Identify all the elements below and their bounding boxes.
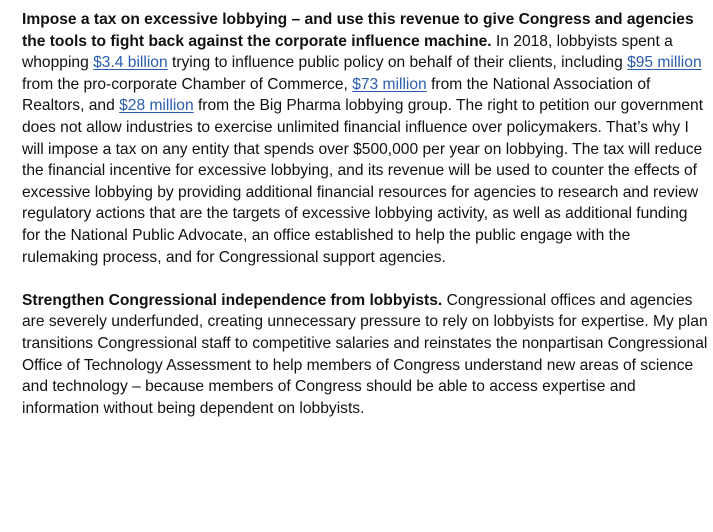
paragraph-text: from the Big Pharma lobbying group. The right to petition our government does not allow industries to exercise unlimited financial influence over policymakers. That’s why I will impose a tax on any entity that spends over $500,000 per year on lobbying. The tax will reduce the financial incentive for excessive lobbying, and its revenue will be used to counter the effects of excessive lobbying by providing additional financial resources for agencies to research and review regulatory actions that are the targets of excessive lobbying activity, as well as additional funding for the National Public Advocate, an office established to help the public engage with the rulemaking process, and for Congressional support agencies. bbox=[22, 97, 704, 266]
paragraph-text: trying to influence public policy on behalf of their clients, including bbox=[167, 54, 628, 72]
link-3-4-billion[interactable]: $3.4 billion bbox=[93, 54, 168, 72]
paragraph-heading-congressional-independence: Strengthen Congressional independence from lobbyists. bbox=[22, 291, 443, 309]
paragraph-text: In 2018, lobbyists spent a whopping bbox=[22, 32, 673, 72]
paragraph-text: from the pro-corporate Chamber of Commerce, bbox=[22, 75, 353, 93]
link-28-million[interactable]: $28 million bbox=[119, 97, 194, 115]
link-73-million[interactable]: $73 million bbox=[352, 75, 427, 93]
paragraph-text: Congressional offices and agencies are severely underfunded, creating unnecessary pressure to rely on lobbyists for expertise. My plan transitions Congressional staff to competitive salaries and reinstates the nonpartisan Congressional Office of Technology Assessment to help members of Congress understand new areas of science and technology – because members of Congress should be able to access expertise and information without being dependent on lobbyists. bbox=[22, 291, 708, 417]
paragraph-spacer bbox=[22, 268, 708, 290]
paragraph-text: from the National Association of Realtors, and bbox=[22, 75, 651, 115]
paragraph-lobbying-tax bbox=[22, 9, 708, 268]
paragraph-heading-lobbying-tax: Impose a tax on excessive lobbying – and use this revenue to give Congress and agencies the tools to fight back against the corporate influence machine. bbox=[22, 11, 694, 50]
link-95-million[interactable]: $95 million bbox=[627, 54, 702, 72]
document-body bbox=[22, 9, 708, 419]
paragraph-congressional-independence bbox=[22, 290, 708, 420]
